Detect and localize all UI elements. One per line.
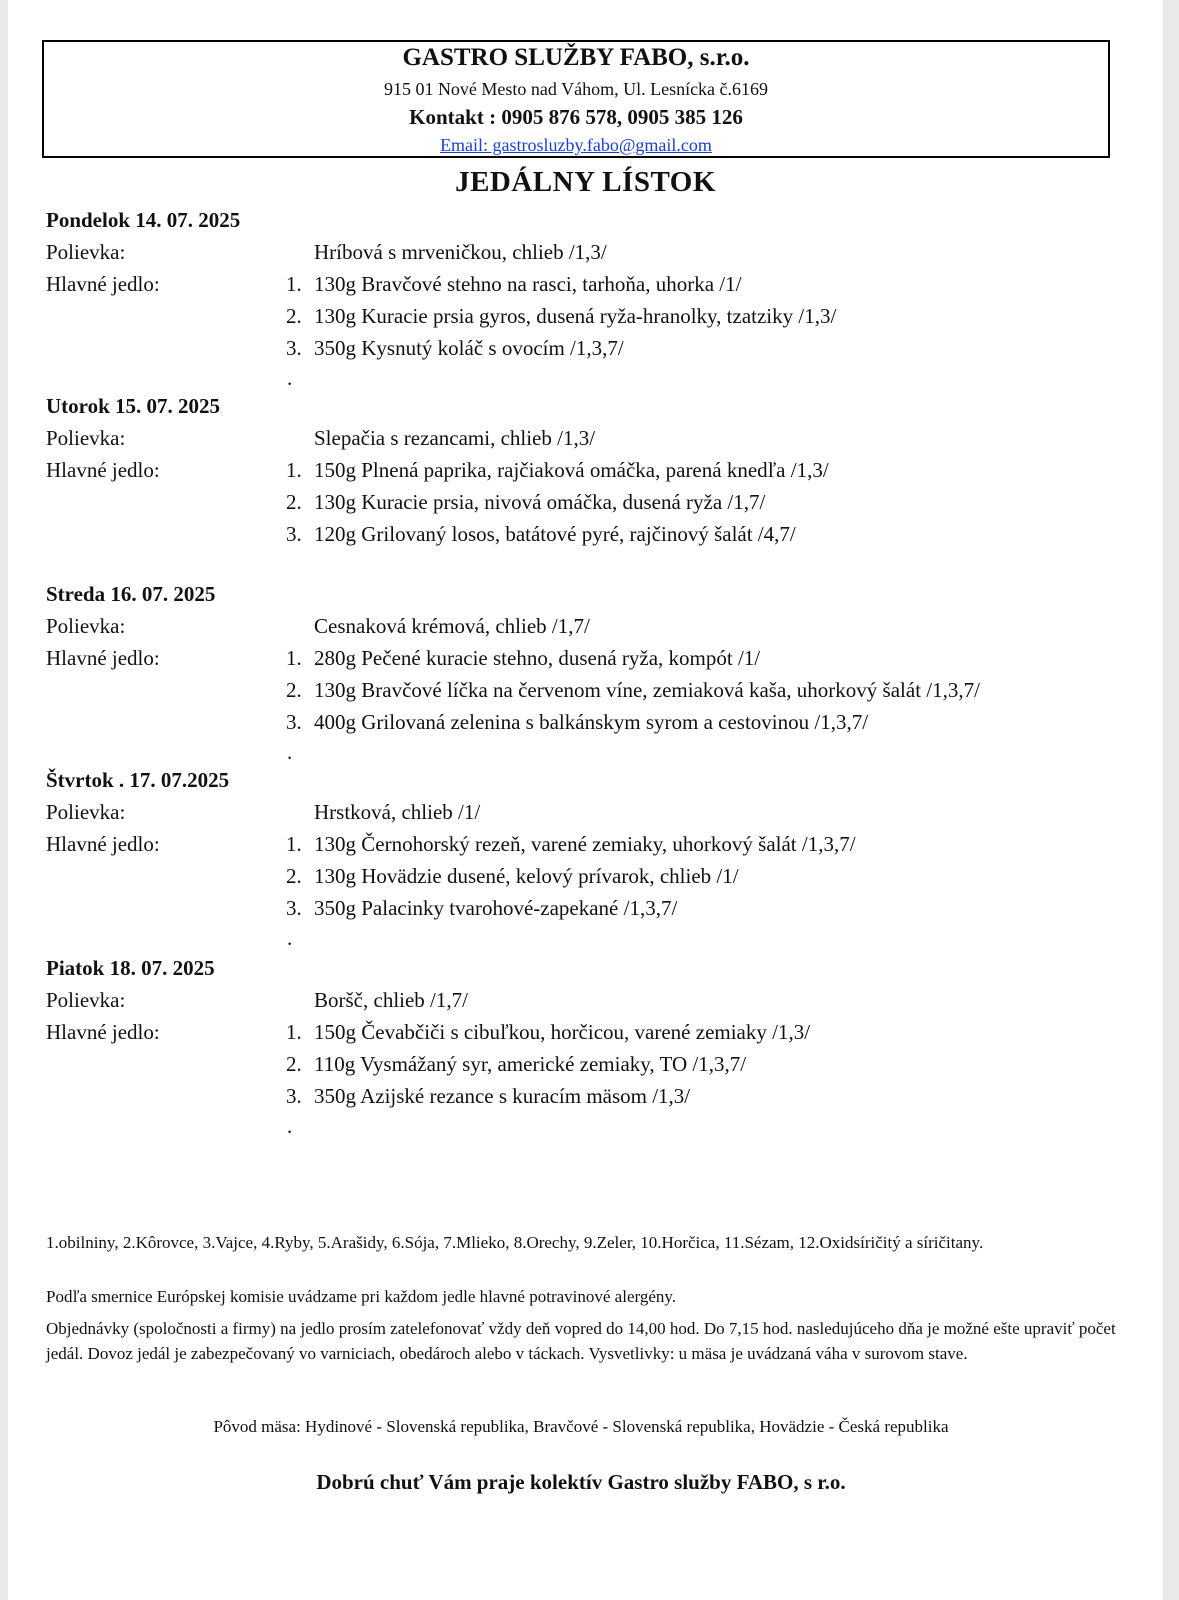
email-link[interactable]: Email: gastrosluzby.fabo@gmail.com: [440, 135, 712, 155]
dish-item: 120g Grilovaný losos, batátové pyré, rajčinový šalát /4,7/: [314, 522, 796, 546]
soup-item: Boršč, chlieb /1,7/: [314, 988, 468, 1012]
dish-item: 130g Bravčové stehno na rasci, tarhoňa, uhorka /1/: [314, 272, 742, 296]
soup-item: Slepačia s rezancami, chlieb /1,3/: [314, 426, 596, 450]
day-section-wednesday: [46, 582, 1156, 772]
meat-origin: Pôvod mäsa: Hydinové - Slovenská republika, Bravčové - Slovenská republika, Hovädzie - Česká republika: [213, 1417, 949, 1436]
trailing-dot: .: [287, 926, 293, 950]
main-dish-label: Hlavné jedlo:: [46, 1020, 160, 1044]
dish-number: 3.: [286, 522, 302, 546]
dish-item: 400g Grilovaná zelenina s balkánskym syrom a cestovinou /1,3,7/: [314, 710, 869, 734]
soup-label: Polievka:: [46, 988, 126, 1012]
eu-allergen-note: Podľa smernice Európskej komisie uvádzame pri každom jedle hlavné potravinové alergény.: [46, 1287, 677, 1306]
company-address: 915 01 Nové Mesto nad Váhom, Ul. Lesnícka č.6169: [383, 79, 769, 99]
dish-item: 130g Bravčové líčka na červenom víne, zemiaková kaša, uhorkový šalát /1,3,7/: [314, 678, 980, 702]
dish-number: 2.: [286, 1052, 302, 1076]
dish-item: 130g Kuracie prsia gyros, dusená ryža-hranolky, tzatziky /1,3/: [314, 304, 837, 328]
soup-item: Hrstková, chlieb /1/: [314, 800, 481, 824]
main-dish-label: Hlavné jedlo:: [46, 646, 160, 670]
day-title: Piatok 18. 07. 2025: [46, 956, 215, 980]
dish-number: 2.: [286, 304, 302, 328]
dish-item: 110g Vysmážaný syr, americké zemiaky, TO /1,3,7/: [314, 1052, 747, 1076]
day-section-monday: [46, 208, 1156, 398]
day-section-thursday: [46, 768, 1156, 958]
dish-number: 3.: [286, 336, 302, 360]
closing-greeting: Dobrú chuť Vám praje kolektív Gastro služby FABO, s r.o.: [316, 1470, 846, 1494]
dish-number: 2.: [286, 864, 302, 888]
soup-item: Cesnaková krémová, chlieb /1,7/: [314, 614, 590, 638]
menu-title: JEDÁLNY LÍSTOK: [455, 166, 716, 198]
trailing-dot: .: [287, 740, 293, 764]
dish-number: 3.: [286, 896, 302, 920]
soup-label: Polievka:: [46, 614, 126, 638]
day-title: Pondelok 14. 07. 2025: [46, 208, 241, 232]
dish-number: 1.: [286, 832, 302, 856]
soup-label: Polievka:: [46, 240, 126, 264]
trailing-dot: .: [287, 366, 293, 390]
dish-number: 3.: [286, 1084, 302, 1108]
dish-number: 1.: [286, 646, 302, 670]
dish-number: 3.: [286, 710, 302, 734]
day-section-friday: [46, 956, 1156, 1146]
main-dish-label: Hlavné jedlo:: [46, 458, 160, 482]
dish-item: 130g Kuracie prsia, nivová omáčka, dusená ryža /1,7/: [314, 490, 766, 514]
soup-item: Hríbová s mrveničkou, chlieb /1,3/: [314, 240, 607, 264]
main-dish-label: Hlavné jedlo:: [46, 272, 160, 296]
dish-item: 280g Pečené kuracie stehno, dusená ryža, kompót /1/: [314, 646, 761, 670]
dish-item: 130g Hovädzie dusené, kelový prívarok, chlieb /1/: [314, 864, 739, 888]
dish-number: 1.: [286, 1020, 302, 1044]
day-title: Utorok 15. 07. 2025: [46, 394, 221, 418]
dish-number: 2.: [286, 678, 302, 702]
dish-item: 350g Kysnutý koláč s ovocím /1,3,7/: [314, 336, 624, 360]
dish-item: 130g Černohorský rezeň, varené zemiaky, uhorkový šalát /1,3,7/: [314, 832, 856, 856]
company-header: [42, 40, 1110, 158]
dish-item: 350g Palacinky tvarohové-zapekané /1,3,7/: [314, 896, 678, 920]
dish-number: 1.: [286, 272, 302, 296]
company-name: GASTRO SLUŽBY FABO, s.r.o.: [402, 44, 750, 71]
day-title: Streda 16. 07. 2025: [46, 582, 216, 606]
soup-label: Polievka:: [46, 800, 126, 824]
dish-number: 1.: [286, 458, 302, 482]
dish-number: 2.: [286, 490, 302, 514]
order-instructions: Objednávky (spoločnosti a firmy) na jedlo prosím zatelefonovať vždy deň vopred do 14,00 hod. Do 7,15 hod. nasledujúceho dňa je možné ešte upraviť počet jedál. Dovoz jedál je zabezpečovaný vo varniciach, obedároch alebo v táckach. Vysvetlivky: u mäsa je uvádzaná váha v surovom stave.: [46, 1319, 1116, 1363]
main-dish-label: Hlavné jedlo:: [46, 832, 160, 856]
day-section-tuesday: [46, 394, 1156, 584]
dish-item: 350g Azijské rezance s kuracím mäsom /1,3/: [314, 1084, 691, 1108]
trailing-dot: .: [287, 1114, 293, 1138]
soup-label: Polievka:: [46, 426, 126, 450]
day-title: Štvrtok . 17. 07.2025: [46, 768, 230, 792]
allergen-legend: 1.obilniny, 2.Kôrovce, 3.Vajce, 4.Ryby, 5.Arašidy, 6.Sója, 7.Mlieko, 8.Orechy, 9.Zeler, 10.Horčica, 11.Sézam, 12.Oxidsíričitý a síričitany.: [46, 1233, 984, 1252]
menu-page: [8, 0, 1163, 1600]
dish-item: 150g Plnená paprika, rajčiaková omáčka, parená knedľa /1,3/: [314, 458, 829, 482]
company-contact: Kontakt : 0905 876 578, 0905 385 126: [409, 105, 743, 129]
dish-item: 150g Čevabčiči s cibuľkou, horčicou, varené zemiaky /1,3/: [314, 1020, 811, 1044]
